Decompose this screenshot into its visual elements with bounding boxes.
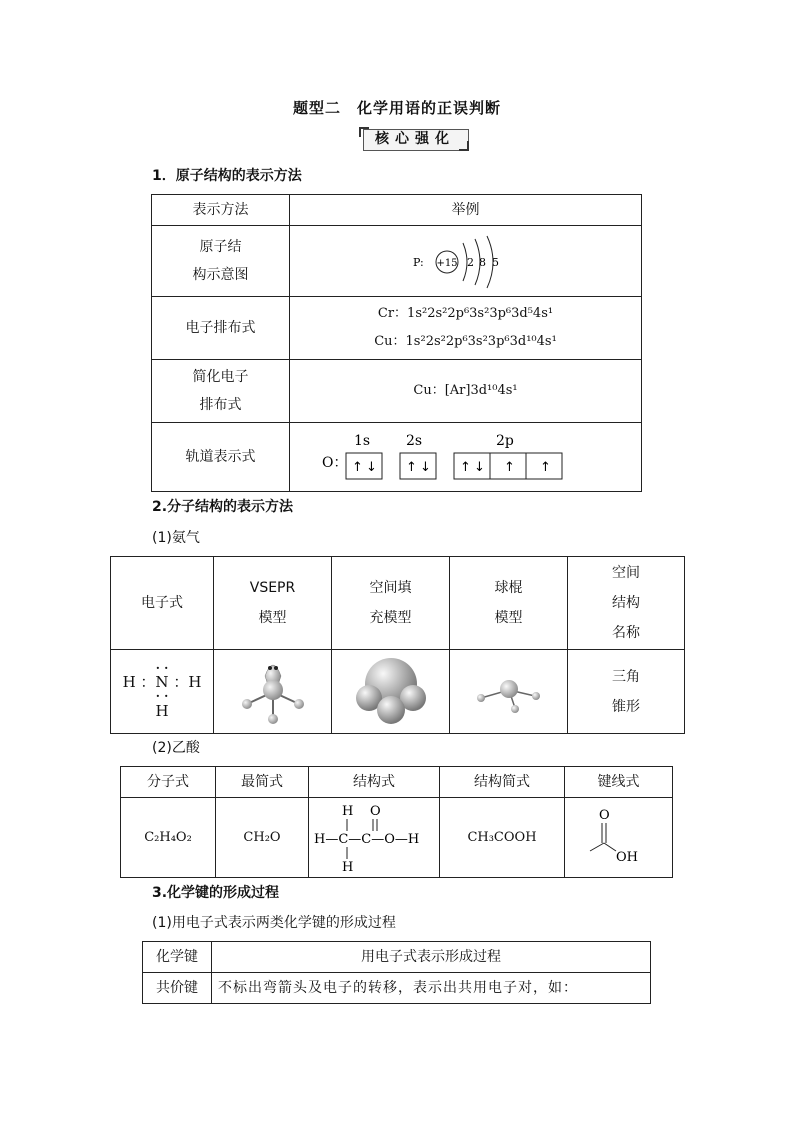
svg-text:↑: ↑ [405, 460, 417, 475]
svg-text:↑: ↑ [351, 460, 363, 475]
svg-text:↑: ↑ [539, 460, 551, 475]
svg-text:H—C—C—O—H: H—C—C—O—H [314, 831, 420, 847]
nucleus-charge: +15 [435, 258, 458, 269]
ac-h-simplest: 最简式 [216, 767, 309, 798]
ac-h-molecular: 分子式 [121, 767, 216, 798]
ammonia-table [110, 556, 685, 734]
ac-h-structural: 结构式 [309, 767, 440, 798]
ac-skeletal-formula [565, 798, 673, 878]
banner-text: 核心强化 [375, 131, 455, 147]
svg-text:↑: ↑ [459, 460, 471, 475]
acetic-subheading: (2)乙酸 [152, 740, 200, 756]
simplified-config: Cu：[Ar]3d¹⁰4s¹ [290, 360, 642, 423]
row-orbital-label: 轨道表示式 [152, 423, 290, 492]
section-banner [357, 127, 471, 151]
atom-diagram [290, 226, 642, 297]
svg-text:O: O [370, 803, 381, 819]
svg-text:↓: ↓ [473, 460, 485, 475]
svg-text:↑: ↑ [503, 460, 515, 475]
orbital-diagram [290, 423, 642, 492]
ac-h-condensed: 结构简式 [440, 767, 565, 798]
bond-formation-table [142, 941, 651, 1004]
nh3-h-vsepr: VSEPR 模型 [214, 557, 332, 650]
ac-simplest-formula: CH₂O [216, 798, 309, 878]
svg-text:OH: OH [615, 849, 638, 865]
atomic-structure-table [151, 194, 642, 492]
row-diagram-label: 原子结 构示意图 [152, 226, 290, 297]
svg-text:H: H [342, 859, 354, 875]
svg-text:↓: ↓ [365, 460, 377, 475]
section3-heading: 3.化学键的形成过程 [152, 885, 280, 901]
row-config-label: 电子排布式 [152, 297, 290, 360]
nh3-h-ballstick: 球棍 模型 [450, 557, 568, 650]
page-title: 题型二 化学用语的正误判断 [292, 99, 501, 117]
svg-text:↓: ↓ [419, 460, 431, 475]
nh3-electron-formula: · · H ：N ：H · · H [111, 650, 214, 734]
bond-covalent-label: 共价键 [143, 973, 212, 1004]
ac-molecular-formula: C₂H₄O₂ [121, 798, 216, 878]
electron-config [290, 297, 642, 360]
svg-text:H: H [342, 803, 354, 819]
ac-h-skeletal: 键线式 [565, 767, 673, 798]
row-simplified-label: 简化电子 排布式 [152, 360, 290, 423]
atom-symbol: P: [412, 256, 424, 269]
bond-h-process: 用电子式表示形成过程 [212, 942, 651, 973]
svg-text:2s: 2s [405, 433, 422, 449]
nh3-h-electron: 电子式 [111, 557, 214, 650]
shell-2: 8 [478, 256, 486, 269]
ammonia-subheading: (1)氨气 [152, 530, 200, 546]
nh3-shape-name: 三角 锥形 [568, 650, 685, 734]
ac-structural-formula [309, 798, 440, 878]
nh3-spacefill-model [332, 650, 450, 734]
svg-text:O：: O： [321, 455, 347, 471]
svg-text:2p: 2p [495, 433, 514, 449]
nh3-h-shape: 空间 结构 名称 [568, 557, 685, 650]
ac-condensed-formula: CH₃COOH [440, 798, 565, 878]
header-example: 举例 [290, 195, 642, 226]
section2-heading: 2.分子结构的表示方法 [152, 499, 294, 515]
section1-heading: 1．原子结构的表示方法 [152, 168, 302, 184]
bond-h-type: 化学键 [143, 942, 212, 973]
nh3-h-spacefill: 空间填 充模型 [332, 557, 450, 650]
svg-text:O: O [598, 807, 610, 823]
bond-covalent-desc: 不标出弯箭头及电子的转移，表示出共用电子对，如： [212, 973, 651, 1004]
svg-text:1s: 1s [353, 433, 370, 449]
nh3-vsepr-model [214, 650, 332, 734]
config-cu: Cu：1s²2s²2p⁶3s²3p⁶3d¹⁰4s¹ [374, 334, 557, 349]
bond-subheading: (1)用电子式表示两类化学键的形成过程 [152, 915, 396, 931]
config-cr: Cr：1s²2s²2p⁶3s²3p⁶3d⁵4s¹ [377, 306, 554, 321]
shell-1: 2 [466, 256, 474, 269]
header-method: 表示方法 [152, 195, 290, 226]
nh3-ballstick-model [450, 650, 568, 734]
acetic-acid-table [120, 766, 673, 878]
shell-3: 5 [491, 256, 499, 269]
